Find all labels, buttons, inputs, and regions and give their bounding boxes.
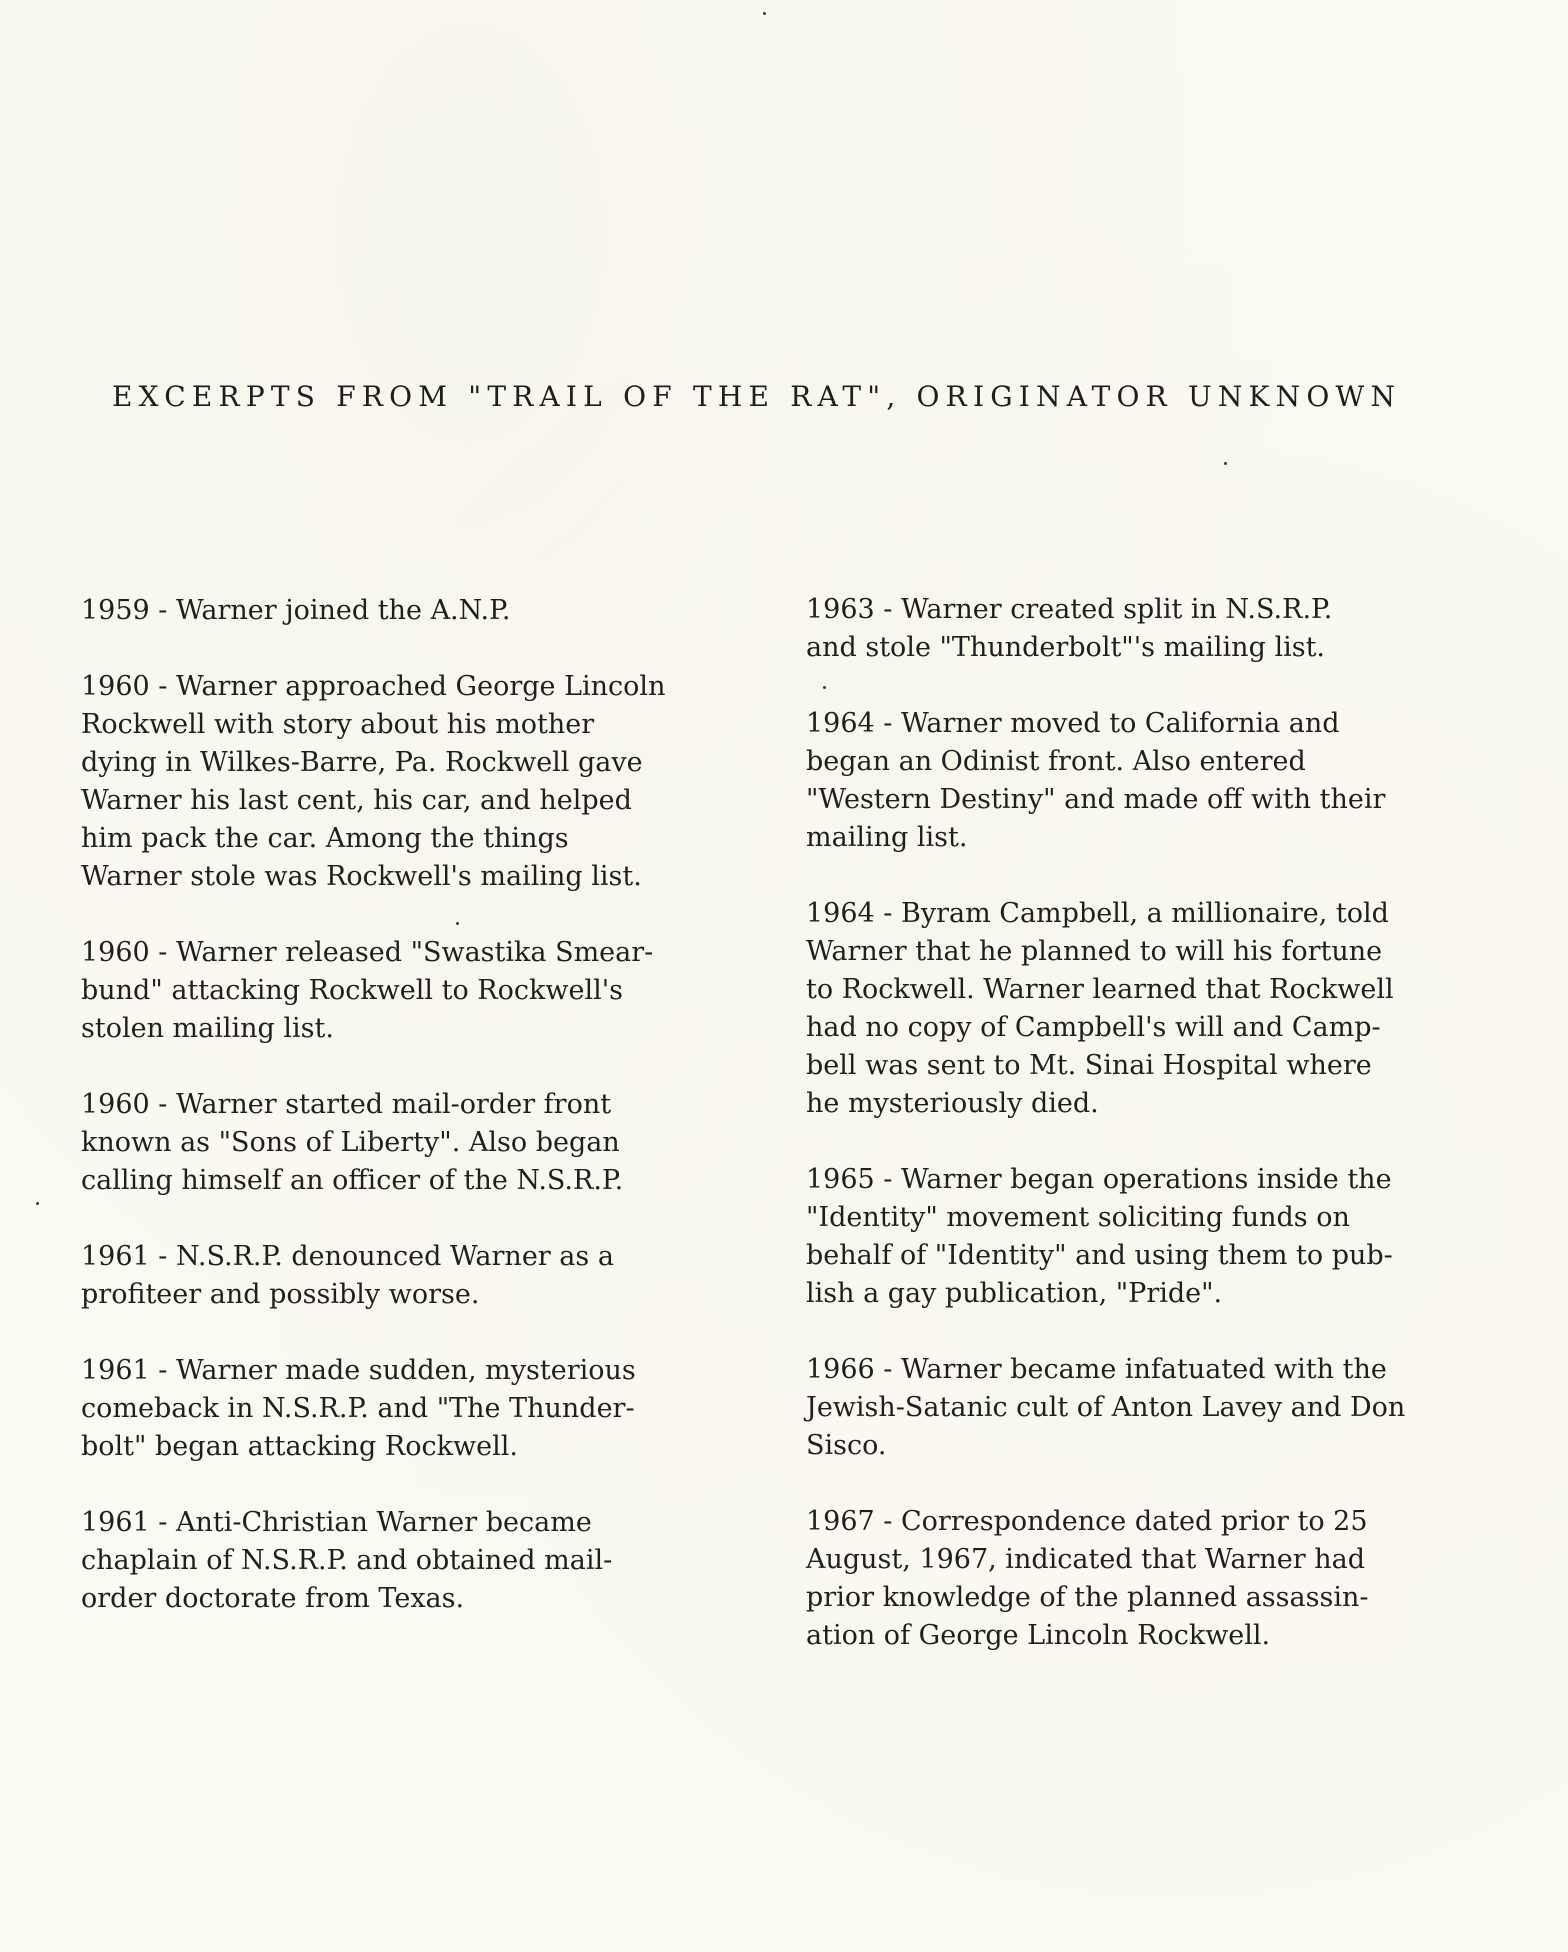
entry-text-line: and stole "Thunderbolt"'s mailing list. [806, 632, 1325, 663]
entry-text-line: "Identity" movement soliciting funds on [806, 1202, 1350, 1233]
timeline-entry [81, 592, 721, 630]
entry-text-line: 1961 - Anti-Christian Warner became [81, 1507, 592, 1538]
entry-text-line: 1966 - Warner became infatuated with the [806, 1354, 1387, 1385]
document-title: EXCERPTS FROM "TRAIL OF THE RAT", ORIGINATOR UNKNOWN [112, 380, 1402, 413]
entry-text-line: dying in Wilkes-Barre, Pa. Rockwell gave [81, 747, 643, 778]
entry-text-line: known as "Sons of Liberty". Also began [81, 1127, 620, 1158]
timeline-entry [81, 1086, 721, 1200]
entry-text-line: Warner his last cent, his car, and helped [81, 785, 632, 816]
entry-text-line: 1967 - Correspondence dated prior to 25 [806, 1506, 1368, 1537]
entry-text-line: stolen mailing list. [81, 1013, 334, 1044]
entry-text-line: comeback in N.S.R.P. and "The Thunder- [81, 1393, 635, 1424]
right-column [806, 591, 1466, 1693]
entry-text-line: 1963 - Warner created split in N.S.R.P. [806, 594, 1333, 625]
entry-text-line: 1960 - Warner released "Swastika Smear- [81, 937, 654, 968]
entry-text-line: 1965 - Warner began operations inside the [806, 1164, 1392, 1195]
entry-text-line: Sisco. [806, 1430, 887, 1461]
entry-text-line: order doctorate from Texas. [81, 1583, 465, 1614]
entry-text-line: 1961 - N.S.R.P. denounced Warner as a [81, 1241, 614, 1272]
entry-text-line: began an Odinist front. Also entered [806, 746, 1306, 777]
entry-text-line: Rockwell with story about his mother [81, 709, 595, 740]
entry-text-line: had no copy of Campbell's will and Camp- [806, 1012, 1381, 1043]
entry-text-line: 1964 - Byram Campbell, a millionaire, told [806, 898, 1389, 929]
entry-text-line: to Rockwell. Warner learned that Rockwell [806, 974, 1394, 1005]
entry-text-line: behalf of "Identity" and using them to pub- [806, 1240, 1393, 1271]
paper-speck [456, 922, 459, 925]
paper-speck [763, 12, 766, 15]
timeline-entry [806, 1351, 1466, 1465]
entry-text-line: ation of George Lincoln Rockwell. [806, 1620, 1271, 1651]
entry-text-line: mailing list. [806, 822, 968, 853]
timeline-entry [806, 591, 1466, 667]
entry-text-line: 1959 - Warner joined the A.N.P. [81, 595, 511, 626]
entry-text-line: bell was sent to Mt. Sinai Hospital where [806, 1050, 1372, 1081]
paper-speck [823, 686, 826, 689]
timeline-entry [81, 1352, 721, 1466]
entry-text-line: "Western Destiny" and made off with their [806, 784, 1386, 815]
timeline-entry [81, 1238, 721, 1314]
timeline-entry [806, 1503, 1466, 1655]
timeline-entry [81, 1504, 721, 1618]
timeline-entry [806, 705, 1466, 857]
entry-text-line: 1960 - Warner started mail-order front [81, 1089, 612, 1120]
entry-text-line: 1961 - Warner made sudden, mysterious [81, 1355, 636, 1386]
paper-speck [36, 1202, 39, 1205]
entry-text-line: profiteer and possibly worse. [81, 1279, 480, 1310]
entry-text-line: Warner stole was Rockwell's mailing list. [81, 861, 642, 892]
entry-text-line: him pack the car. Among the things [81, 823, 569, 854]
timeline-entry [81, 934, 721, 1048]
entry-text-line: 1964 - Warner moved to California and [806, 708, 1340, 739]
timeline-entry [806, 895, 1466, 1123]
entry-text-line: Warner that he planned to will his fortune [806, 936, 1383, 967]
entry-text-line: chaplain of N.S.R.P. and obtained mail- [81, 1545, 613, 1576]
entry-text-line: bolt" began attacking Rockwell. [81, 1431, 518, 1462]
paper-speck [1224, 462, 1227, 465]
left-column [81, 592, 721, 1656]
entry-text-line: calling himself an officer of the N.S.R.P. [81, 1165, 624, 1196]
entry-text-line: prior knowledge of the planned assassin- [806, 1582, 1369, 1613]
entry-text-line: Jewish-Satanic cult of Anton Lavey and Don [806, 1392, 1406, 1423]
entry-text-line: he mysteriously died. [806, 1088, 1099, 1119]
entry-text-line: 1960 - Warner approached George Lincoln [81, 671, 666, 702]
timeline-entry [81, 668, 721, 896]
timeline-entry [806, 1161, 1466, 1313]
entry-text-line: bund" attacking Rockwell to Rockwell's [81, 975, 624, 1006]
entry-text-line: August, 1967, indicated that Warner had [806, 1544, 1365, 1575]
entry-text-line: lish a gay publication, "Pride". [806, 1278, 1223, 1309]
